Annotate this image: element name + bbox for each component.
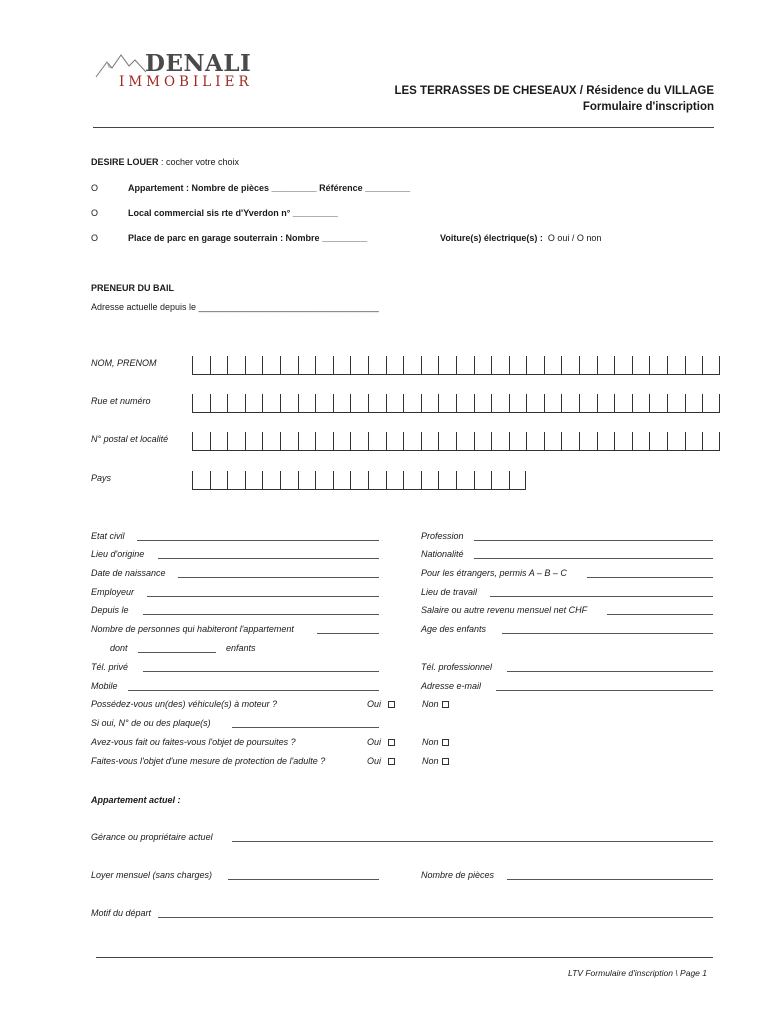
logo-sub: IMMOBILIER [119,74,253,90]
vehicle-yes-checkbox[interactable] [388,701,395,708]
grid-cell[interactable] [632,356,650,374]
grid-cell[interactable] [597,394,615,412]
grid-cell[interactable] [227,356,245,374]
prosecutions-yes-label: Oui [367,737,382,747]
grid-cell[interactable] [632,394,650,412]
grid-cell[interactable] [333,471,351,489]
grid-cell[interactable] [210,356,228,374]
choice-parking: Place de parc en garage souterrain : Nombre _________ [128,233,368,243]
street-grid-input[interactable] [192,394,720,413]
field-label-occupants: Nombre de personnes qui habiteront l'appartement [91,624,294,634]
grid-cell[interactable] [245,394,263,412]
grid-cell[interactable] [280,356,298,374]
grid-cell[interactable] [262,471,280,489]
grid-cell[interactable] [491,356,509,374]
grid-cell[interactable] [667,356,685,374]
grid-cell[interactable] [561,394,579,412]
grid-cell[interactable] [298,432,316,450]
field-label-civil-status: Etat civil [91,531,125,541]
electric-car-question [440,233,601,243]
field-label-origin: Lieu d'origine [91,549,145,559]
grid-cell[interactable] [192,471,210,489]
field-label-birthdate: Date de naissance [91,568,166,578]
field-line-children[interactable] [138,652,216,653]
field-line-permit[interactable] [587,577,713,578]
field-label-workplace: Lieu de travail [421,587,478,597]
choice-bullet-2[interactable]: O [91,208,99,218]
grid-cell[interactable] [702,394,720,412]
grid-cell[interactable] [210,394,228,412]
field-line-phone-private[interactable] [143,671,379,672]
grid-cell[interactable] [544,394,562,412]
prosecutions-no-checkbox[interactable] [442,739,449,746]
grid-cell[interactable] [474,356,492,374]
page-title: LES TERRASSES DE CHESEAUX / Résidence du VILLAGE [394,85,714,97]
grid-cell[interactable] [544,356,562,374]
choice-hint: : cocher votre choix [158,157,240,167]
grid-cell[interactable] [649,356,667,374]
grid-cell[interactable] [403,356,421,374]
grid-cell[interactable] [280,432,298,450]
grid-label-name: NOM, PRENOM [91,358,157,368]
field-label-rent: Loyer mensuel (sans charges) [91,870,213,880]
grid-cell[interactable] [368,356,386,374]
grid-cell[interactable] [649,432,667,450]
grid-cell[interactable] [192,356,210,374]
grid-cell[interactable] [474,394,492,412]
field-label-nationality: Nationalité [421,549,464,559]
current-apartment-heading: Appartement actuel : [91,795,181,805]
prosecutions-no-label: Non [422,737,439,747]
grid-cell[interactable] [315,432,333,450]
field-line-management[interactable] [232,841,713,842]
field-line-rent[interactable] [228,879,379,880]
field-line-civil-status[interactable] [137,540,379,541]
address-since-field[interactable]: Adresse actuelle depuis le ____________________________________ [91,302,379,312]
grid-cell[interactable] [210,432,228,450]
choice-commercial: Local commercial sis rte d'Yverdon n° _________ [128,208,338,218]
vehicle-yes-label: Oui [367,699,382,709]
field-line-birthdate[interactable] [178,577,379,578]
grid-cell[interactable] [262,356,280,374]
field-line-mobile[interactable] [128,690,379,691]
grid-cell[interactable] [421,471,439,489]
grid-cell[interactable] [210,471,228,489]
grid-cell[interactable] [192,432,210,450]
grid-cell[interactable] [685,394,703,412]
name-grid-input[interactable] [192,356,720,375]
grid-cell[interactable] [350,471,368,489]
field-label-permit: Pour les étrangers, permis A – B – C [421,568,567,578]
field-label-salary: Salaire ou autre revenu mensuel net CHF [421,605,588,615]
grid-cell[interactable] [438,394,456,412]
grid-cell[interactable] [368,471,386,489]
choice-bullet-3[interactable]: O [91,233,99,243]
grid-cell[interactable] [456,471,474,489]
field-line-occupants[interactable] [317,633,379,634]
field-label-management: Gérance ou propriétaire actuel [91,832,213,842]
field-label-profession: Profession [421,531,464,541]
field-line-origin[interactable] [158,558,379,559]
grid-cell[interactable] [526,432,544,450]
grid-cell[interactable] [315,394,333,412]
grid-cell[interactable] [227,471,245,489]
grid-cell[interactable] [245,432,263,450]
protection-no-checkbox[interactable] [442,758,449,765]
field-line-departure[interactable] [158,917,713,918]
grid-cell[interactable] [333,356,351,374]
field-label-phone-private: Tél. privé [91,662,129,672]
grid-cell[interactable] [386,394,404,412]
grid-cell[interactable] [227,432,245,450]
grid-cell[interactable] [280,471,298,489]
grid-cell[interactable] [456,356,474,374]
logo-name: DENALI [145,50,252,77]
grid-cell[interactable] [702,432,720,450]
grid-cell[interactable] [614,356,632,374]
grid-cell[interactable] [350,432,368,450]
grid-cell[interactable] [667,432,685,450]
field-label-rooms: Nombre de pièces [421,870,495,880]
field-label-children-age: Age des enfants [421,624,487,634]
dont-label: dont [110,643,128,653]
grid-cell[interactable] [368,432,386,450]
grid-cell[interactable] [438,471,456,489]
grid-cell[interactable] [333,432,351,450]
page-subtitle: Formulaire d'inscription [582,101,714,113]
grid-cell[interactable] [298,394,316,412]
field-line-rooms[interactable] [507,879,713,880]
footer-text: LTV Formulaire d'inscription \ Page 1 [568,968,707,978]
grid-label-street: Rue et numéro [91,396,151,406]
grid-cell[interactable] [579,394,597,412]
grid-cell[interactable] [509,394,527,412]
field-label-departure: Motif du départ [91,908,152,918]
grid-cell[interactable] [632,432,650,450]
field-label-since: Depuis le [91,605,129,615]
grid-cell[interactable] [438,356,456,374]
field-label-phone-pro: Tél. professionnel [421,662,493,672]
field-line-profession[interactable] [474,540,713,541]
field-line-salary[interactable] [607,614,713,615]
field-line-email[interactable] [496,690,713,691]
header-divider [93,127,714,128]
grid-cell[interactable] [474,432,492,450]
grid-cell[interactable] [544,432,562,450]
grid-cell[interactable] [509,432,527,450]
grid-cell[interactable] [667,394,685,412]
grid-cell[interactable] [262,432,280,450]
prosecutions-yes-checkbox[interactable] [388,739,395,746]
grid-cell[interactable] [386,432,404,450]
grid-cell[interactable] [491,471,509,489]
vehicle-no-label: Non [422,699,439,709]
grid-cell[interactable] [509,471,527,489]
grid-cell[interactable] [474,471,492,489]
electric-options[interactable]: O oui / O non [547,233,602,243]
grid-cell[interactable] [491,432,509,450]
grid-cell[interactable] [526,394,544,412]
grid-cell[interactable] [350,356,368,374]
grid-cell[interactable] [649,394,667,412]
grid-cell[interactable] [579,432,597,450]
grid-cell[interactable] [403,394,421,412]
grid-cell[interactable] [614,432,632,450]
grid-cell[interactable] [491,394,509,412]
grid-cell[interactable] [579,356,597,374]
protection-no-label: Non [422,756,439,766]
choice-label: DESIRE LOUER [91,157,159,167]
grid-cell[interactable] [421,432,439,450]
choice-bullet-1[interactable]: O [91,183,99,193]
grid-cell[interactable] [561,356,579,374]
grid-cell[interactable] [192,394,210,412]
protection-yes-label: Oui [367,756,382,766]
grid-cell[interactable] [227,394,245,412]
grid-cell[interactable] [368,394,386,412]
field-line-employer[interactable] [147,596,379,597]
grid-cell[interactable] [280,394,298,412]
grid-cell[interactable] [561,432,579,450]
grid-cell[interactable] [421,356,439,374]
field-label-mobile: Mobile [91,681,118,691]
field-label-email: Adresse e-mail [421,681,482,691]
field-label-prosecutions: Avez-vous fait ou faites-vous l'objet de poursuites ? [91,737,296,747]
grid-cell[interactable] [262,394,280,412]
field-label-employer: Employeur [91,587,135,597]
grid-cell[interactable] [509,356,527,374]
grid-cell[interactable] [298,356,316,374]
grid-cell[interactable] [403,471,421,489]
field-line-since[interactable] [143,614,379,615]
electric-label: Voiture(s) électrique(s) : [440,233,543,243]
grid-cell[interactable] [315,471,333,489]
field-label-plates: Si oui, N° de ou des plaque(s) [91,718,211,728]
footer-divider [96,957,713,958]
choice-header [91,157,239,167]
country-grid-input[interactable] [192,471,526,490]
grid-cell[interactable] [403,432,421,450]
grid-cell[interactable] [333,394,351,412]
grid-cell[interactable] [421,394,439,412]
field-line-nationality[interactable] [474,558,713,559]
grid-cell[interactable] [315,356,333,374]
grid-cell[interactable] [597,356,615,374]
enfants-label: enfants [226,643,256,653]
field-line-plates[interactable] [232,727,379,728]
grid-label-country: Pays [91,473,112,483]
postal-grid-input[interactable] [192,432,720,451]
field-line-phone-pro[interactable] [507,671,713,672]
grid-cell[interactable] [614,394,632,412]
field-label-vehicle: Possédez-vous un(des) véhicule(s) à moteur ? [91,699,278,709]
grid-cell[interactable] [702,356,720,374]
protection-yes-checkbox[interactable] [388,758,395,765]
vehicle-no-checkbox[interactable] [442,701,449,708]
grid-cell[interactable] [685,356,703,374]
grid-cell[interactable] [526,356,544,374]
choice-apartment: Appartement : Nombre de pièces _________ Référence _________ [128,183,411,193]
grid-cell[interactable] [298,471,316,489]
field-line-workplace[interactable] [490,596,713,597]
grid-cell[interactable] [386,356,404,374]
grid-cell[interactable] [685,432,703,450]
grid-label-postal: N° postal et localité [91,434,169,444]
grid-cell[interactable] [456,432,474,450]
grid-cell[interactable] [438,432,456,450]
grid-cell[interactable] [245,356,263,374]
field-line-children-age[interactable] [502,633,713,634]
grid-cell[interactable] [350,394,368,412]
grid-cell[interactable] [245,471,263,489]
preneur-heading: PRENEUR DU BAIL [91,283,175,293]
grid-cell[interactable] [597,432,615,450]
field-label-protection: Faites-vous l'objet d'une mesure de protection de l'adulte ? [91,756,326,766]
grid-cell[interactable] [386,471,404,489]
grid-cell[interactable] [456,394,474,412]
